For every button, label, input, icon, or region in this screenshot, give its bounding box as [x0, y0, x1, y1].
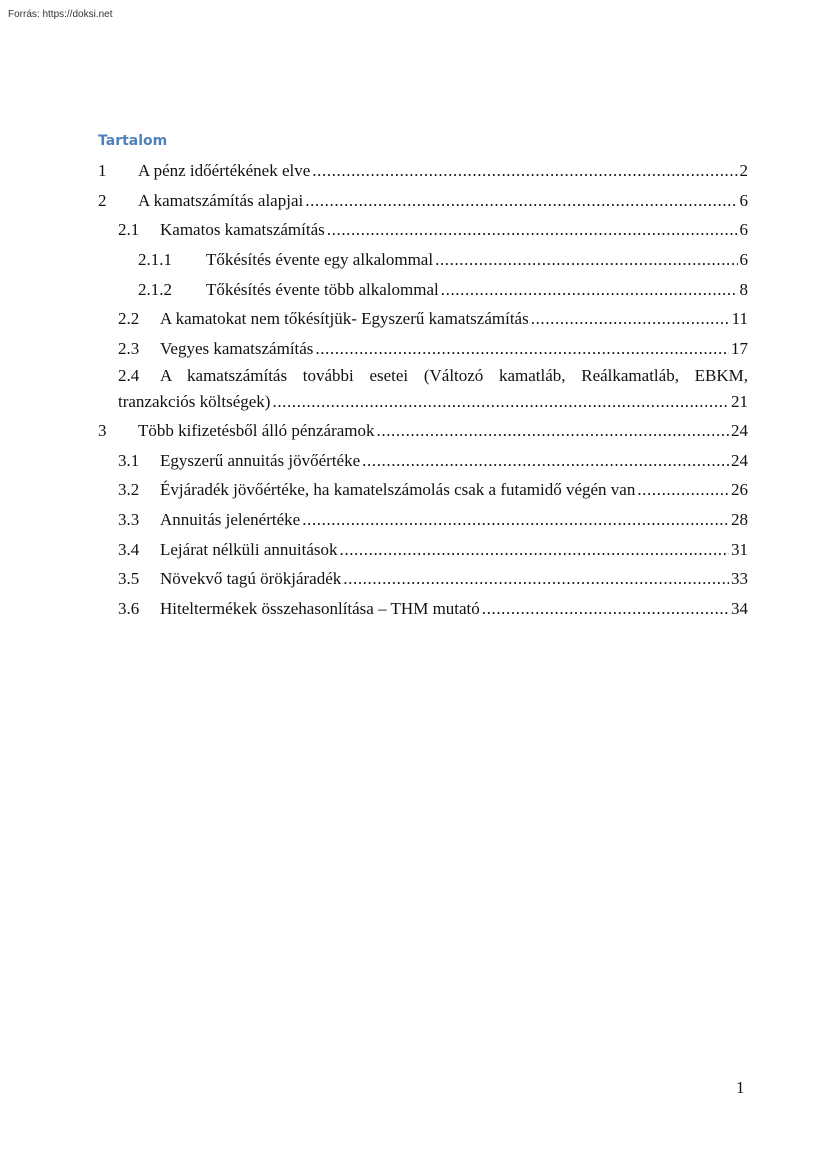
- toc-entry-page: 21: [731, 391, 748, 411]
- toc-entry-title: Több kifizetésből álló pénzáramok: [138, 420, 375, 440]
- toc-entry-number: 3.1: [118, 450, 140, 470]
- toc-entry-number: 3.3: [118, 509, 140, 529]
- toc-entry-title: A kamatszámítás alapjai: [138, 190, 304, 210]
- toc-leader-dots: [435, 245, 737, 275]
- toc-entry-number: 1: [98, 161, 107, 180]
- toc-entry-title: Növekvő tagú örökjáradék: [160, 569, 342, 589]
- toc-entry-title: Kamatos kamatszámítás: [160, 220, 325, 240]
- toc-entry[interactable]: [98, 594, 748, 624]
- toc-leader-dots: [305, 186, 737, 216]
- page-number: 1: [736, 1078, 745, 1097]
- toc-heading: Tartalom: [98, 133, 168, 149]
- toc-entry-number: 2.3: [118, 339, 140, 359]
- toc-entry-number: 2.1.1: [138, 250, 172, 270]
- toc-entry-number: 3.4: [118, 539, 140, 559]
- toc-leader-dots: [302, 505, 729, 535]
- toc-entry[interactable]: [98, 304, 748, 334]
- toc-entry[interactable]: [98, 364, 748, 416]
- toc-entry-number: 2.1: [118, 220, 140, 240]
- toc-leader-dots: [531, 304, 730, 334]
- toc-entry-title: A pénz időértékének elve: [138, 161, 311, 180]
- toc-entry[interactable]: [98, 215, 748, 245]
- toc-entry[interactable]: [98, 564, 748, 594]
- toc-entry-number: 2: [98, 190, 107, 210]
- toc-entry-page: 6: [739, 250, 748, 270]
- toc-leader-dots: [343, 564, 729, 594]
- toc-entry-page: 8: [739, 279, 748, 299]
- toc-entry-title: Évjáradék jövőértéke, ha kamatelszámolás csak a futamidő végén van: [160, 480, 636, 500]
- toc-entry[interactable]: [98, 334, 748, 364]
- source-note: Forrás: https://doksi.net: [8, 9, 113, 20]
- toc-entry-number: 2.2: [118, 309, 140, 329]
- toc-entry-number: 3: [98, 420, 107, 440]
- toc-entry-page: 24: [731, 450, 748, 470]
- toc-entry-line: [118, 388, 748, 416]
- toc-entry-number: 2.4: [118, 365, 140, 385]
- toc-entry-title: Egyszerű annuitás jövőértéke: [160, 450, 361, 470]
- toc-leader-dots: [315, 334, 729, 364]
- toc-entry-page: 6: [739, 190, 748, 210]
- toc-entry-title: A kamatszámítás további esetei (Változó kamatláb, Reálkamatláb, EBKM,: [160, 365, 748, 385]
- toc-entry-page: 33: [731, 569, 748, 589]
- toc-entry-page: 6: [739, 220, 748, 240]
- toc-entry-number: 3.5: [118, 569, 140, 589]
- toc-entry[interactable]: [98, 186, 748, 216]
- toc-leader-dots: [312, 156, 737, 186]
- toc-entry[interactable]: [98, 446, 748, 476]
- toc-entry-title: Lejárat nélküli annuitások: [160, 539, 338, 559]
- toc-leader-dots: [272, 388, 729, 416]
- toc-entry-number: 3.6: [118, 598, 140, 618]
- toc-entry-page: 31: [731, 539, 748, 559]
- toc-entry-page: 26: [731, 480, 748, 500]
- toc-entry-page: 11: [731, 309, 748, 329]
- toc-entry[interactable]: [98, 505, 748, 535]
- toc-entry-page: 34: [731, 598, 748, 618]
- toc-entry-title: A kamatokat nem tőkésítjük- Egyszerű kamatszámítás: [160, 309, 529, 329]
- toc-entry-title: Tőkésítés évente egy alkalommal: [206, 250, 434, 270]
- toc-entry-line: [118, 364, 748, 388]
- toc-leader-dots: [441, 275, 738, 305]
- toc-leader-dots: [362, 446, 729, 476]
- toc-entry[interactable]: [98, 275, 748, 305]
- toc-entry-page: 28: [731, 509, 748, 529]
- toc-entry-number: 2.1.2: [138, 279, 172, 299]
- toc-entry-number: 3.2: [118, 480, 140, 500]
- toc-entry[interactable]: [98, 416, 748, 446]
- toc-leader-dots: [340, 535, 730, 565]
- toc-leader-dots: [327, 215, 738, 245]
- toc-entry[interactable]: [98, 475, 748, 505]
- toc-entry[interactable]: [98, 156, 748, 186]
- toc-entry-title: Annuitás jelenértéke: [160, 509, 301, 529]
- toc-entry-page: 17: [731, 339, 748, 359]
- toc-entry-title: Vegyes kamatszámítás: [160, 339, 314, 359]
- toc-leader-dots: [377, 416, 730, 446]
- table-of-contents: [98, 156, 748, 624]
- toc-entry[interactable]: [98, 245, 748, 275]
- toc-entry-title-continued: tranzakciós költségek): [118, 391, 271, 411]
- toc-entry[interactable]: [98, 535, 748, 565]
- toc-entry-title: Tőkésítés évente több alkalommal: [206, 279, 439, 299]
- toc-entry-title: Hiteltermékek összehasonlítása – THM mutató: [160, 598, 480, 618]
- toc-leader-dots: [482, 594, 729, 624]
- toc-entry-page: 24: [731, 420, 748, 440]
- toc-leader-dots: [637, 475, 729, 505]
- toc-entry-page: 2: [739, 161, 748, 180]
